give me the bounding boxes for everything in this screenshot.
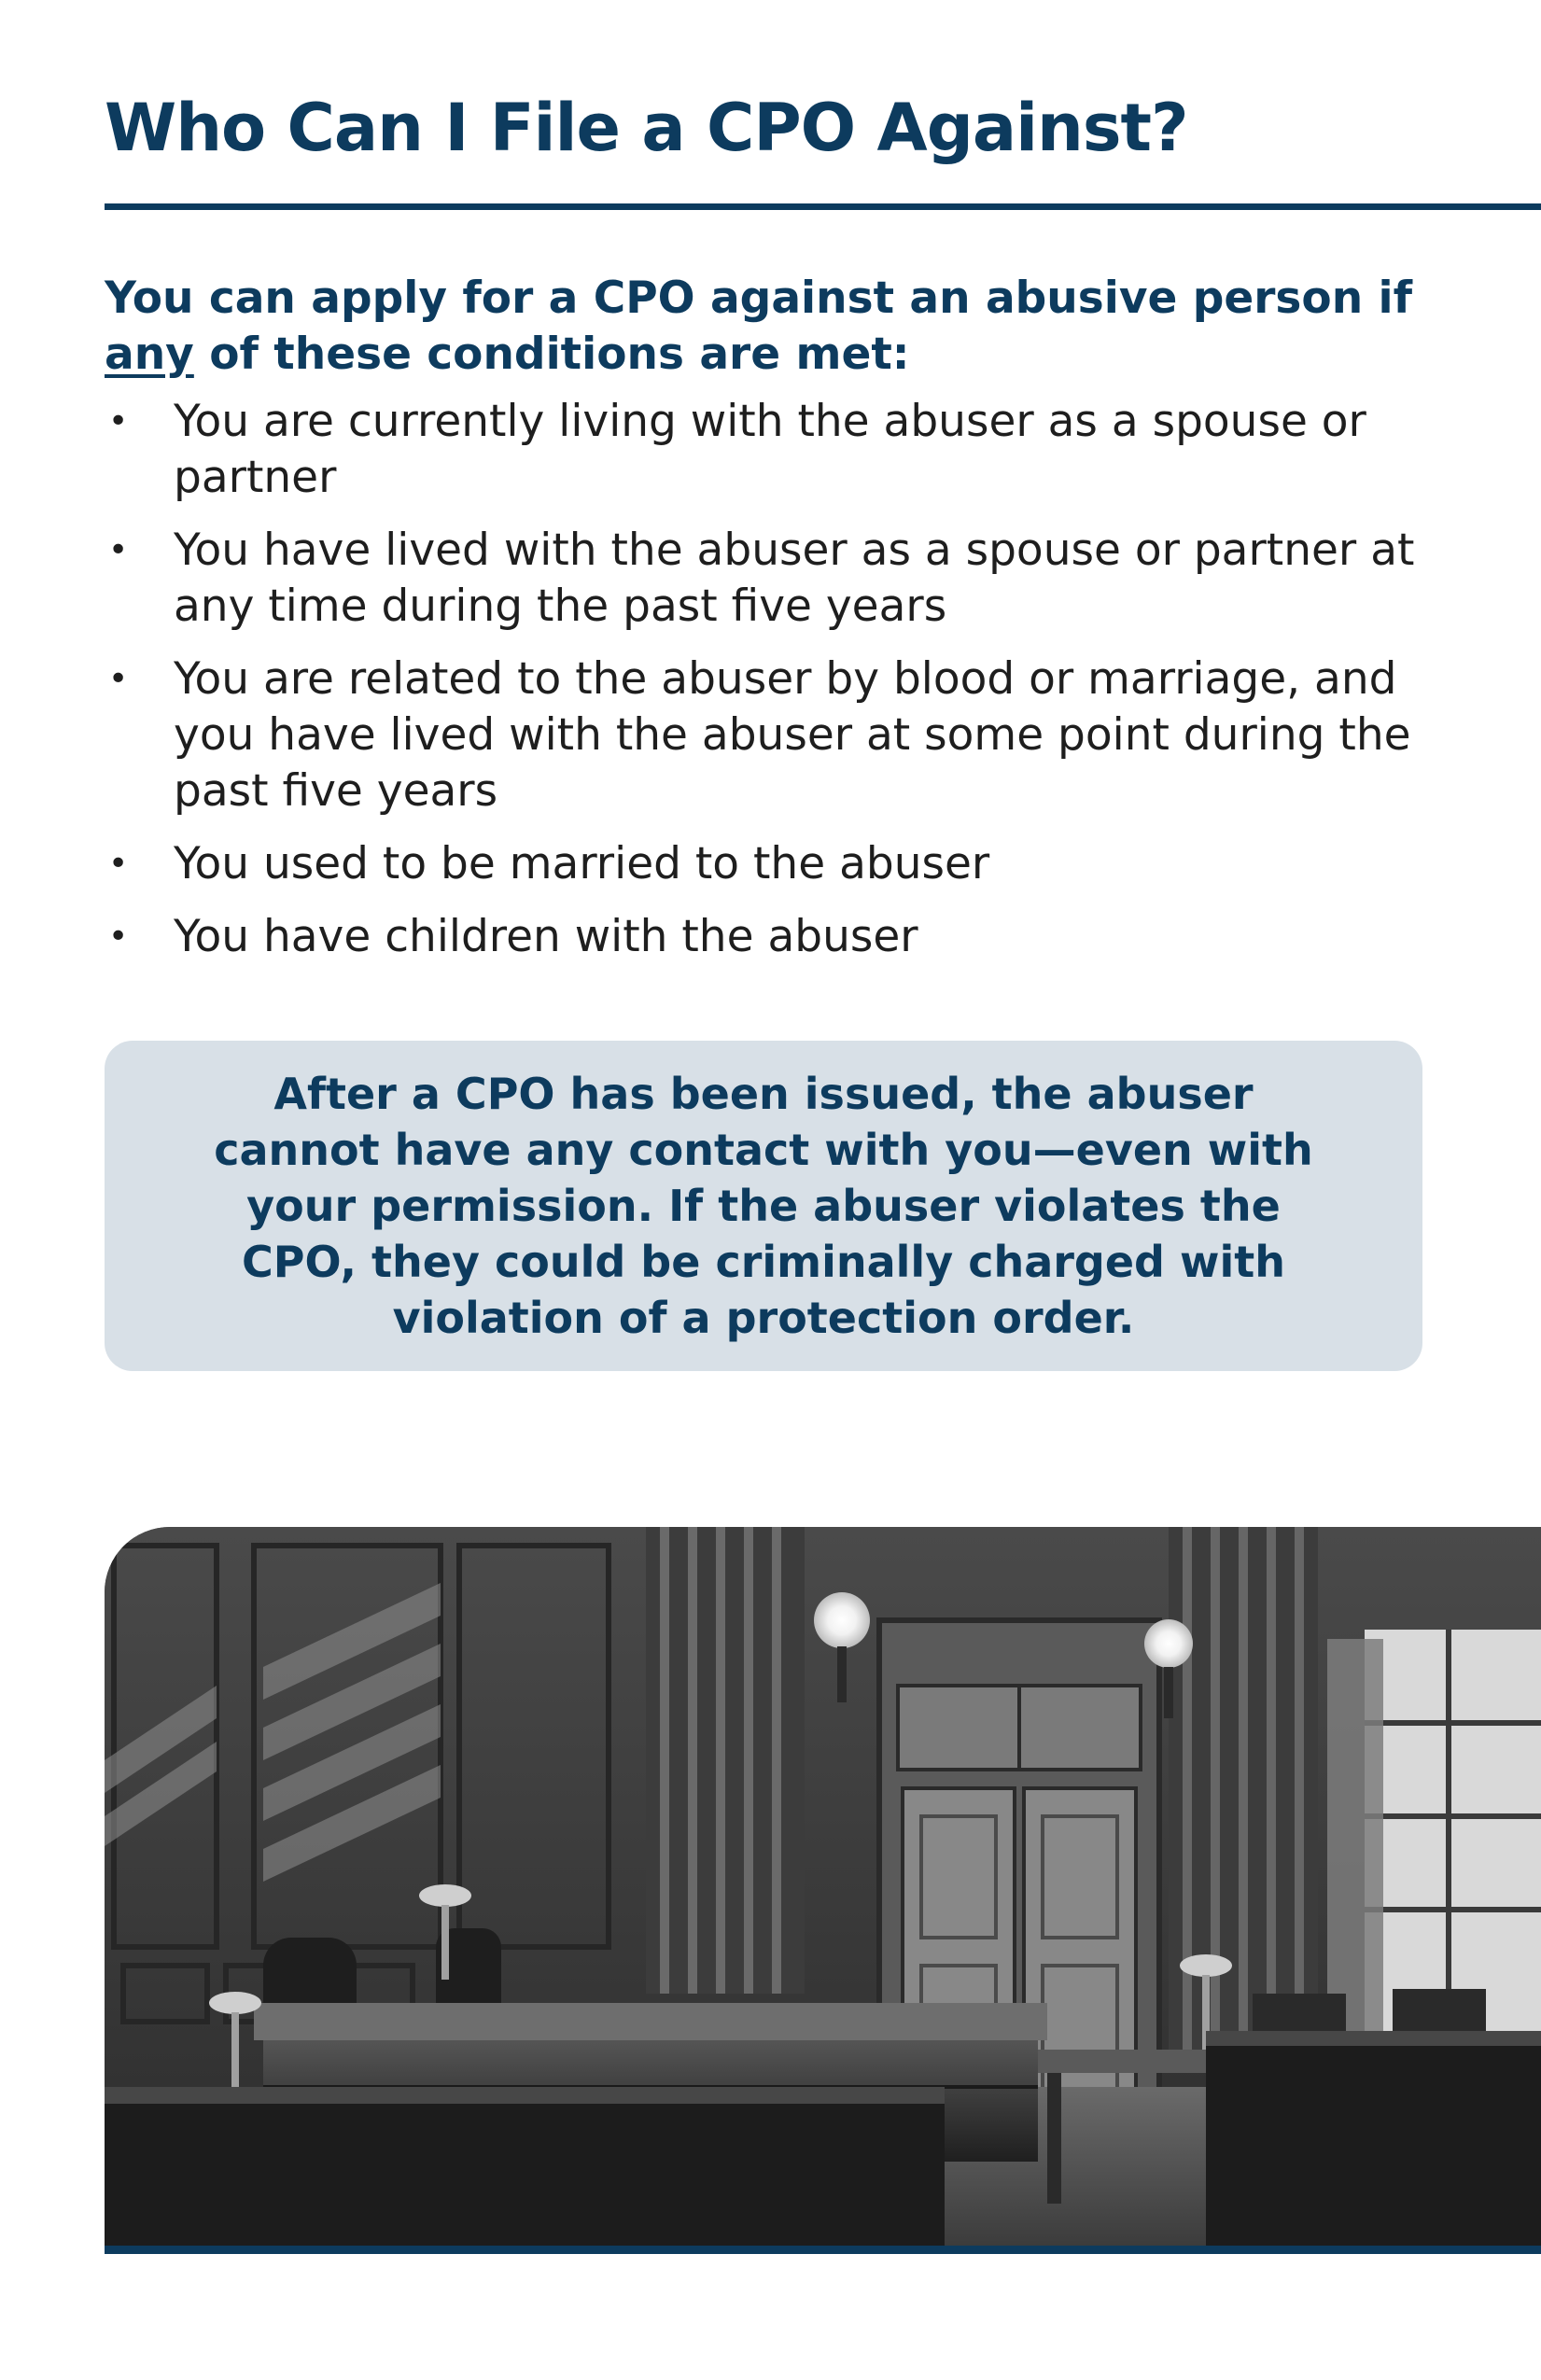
callout-box — [105, 1041, 1422, 1371]
courtroom-photo — [105, 1527, 1541, 2253]
condition-text: You are currently living with the abuser as a spouse or partner — [174, 396, 1366, 503]
condition-item — [105, 394, 1486, 506]
bullet-icon: • — [108, 402, 129, 441]
intro-emphasis-word: any — [105, 329, 194, 380]
condition-text: You used to be married to the abuser — [174, 838, 990, 889]
bullet-icon: • — [108, 660, 129, 698]
condition-text: You have children with the abuser — [174, 911, 918, 962]
courtroom-illustration — [105, 1527, 1541, 2253]
title-divider — [105, 203, 1541, 210]
page-title: Who Can I File a CPO Against? — [105, 90, 1188, 166]
intro-text-after: of these conditions are met: — [193, 329, 910, 380]
bullet-icon: • — [108, 531, 129, 569]
intro-heading — [105, 271, 1449, 383]
condition-item — [105, 909, 1486, 965]
condition-text: You have lived with the abuser as a spouse or partner at any time during the past five years — [174, 525, 1415, 632]
bottom-divider — [105, 2246, 1541, 2254]
bullet-icon: • — [108, 845, 129, 883]
callout-text: After a CPO has been issued, the abuser cannot have any contact with you—even with your permission. If the abuser violates the CPO, they could be criminally charged with violation of a protection order. — [214, 1069, 1313, 1343]
condition-item — [105, 651, 1486, 819]
bullet-icon: • — [108, 917, 129, 956]
condition-item — [105, 523, 1486, 635]
condition-item — [105, 836, 1486, 892]
intro-text-before: You can apply for a CPO against an abusive person if — [105, 273, 1413, 324]
condition-text: You are related to the abuser by blood or marriage, and you have lived with the abuser at some point during the past five years — [174, 653, 1411, 817]
conditions-list — [105, 394, 1486, 982]
